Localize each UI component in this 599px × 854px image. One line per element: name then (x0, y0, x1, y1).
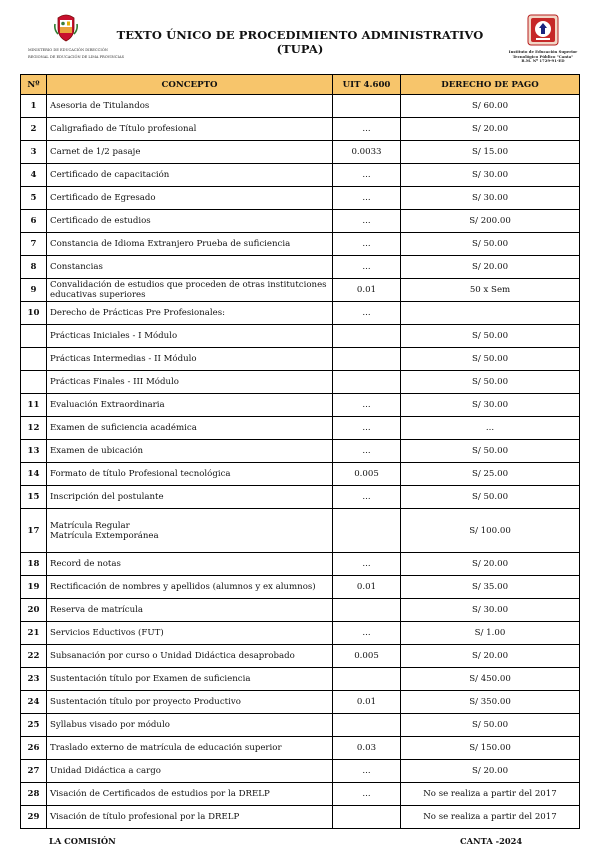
row-uit: 0.01 (333, 279, 401, 302)
table-row (21, 164, 580, 187)
ministry-caption-2: REGIONAL DE EDUCACIÓN DE LIMA PROVINCIAS (28, 54, 125, 59)
institute-emblem-icon (527, 14, 559, 46)
row-number: 3 (21, 141, 47, 164)
row-concept: Subsanación por curso o Unidad Didáctica desaprobado (47, 645, 333, 668)
row-concept: Matrícula Regular Matrícula Extemporánea (47, 509, 333, 553)
row-concept: Certificado de Egresado (47, 187, 333, 210)
row-number: 22 (21, 645, 47, 668)
row-pago: S/ 30.00 (401, 394, 580, 417)
row-pago: ... (401, 417, 580, 440)
row-concept: Sustentación título por proyecto Productivo (47, 691, 333, 714)
row-pago: S/ 35.00 (401, 576, 580, 599)
row-pago: S/ 20.00 (401, 118, 580, 141)
row-concept: Caligrafiado de Título profesional (47, 118, 333, 141)
row-pago: S/ 100.00 (401, 509, 580, 553)
peru-shield-icon (54, 12, 78, 42)
row-concept: Inscripción del postulante (47, 486, 333, 509)
footer-commission: LA COMISIÓN (49, 836, 116, 846)
row-number: 26 (21, 737, 47, 760)
row-number: 12 (21, 417, 47, 440)
table-row (21, 417, 580, 440)
row-pago: S/ 200.00 (401, 210, 580, 233)
row-pago: S/ 30.00 (401, 187, 580, 210)
row-uit (333, 371, 401, 394)
row-uit (333, 599, 401, 622)
tupa-table (20, 74, 580, 829)
header-uit: UIT 4.600 (333, 75, 401, 95)
row-number: 11 (21, 394, 47, 417)
row-uit (333, 714, 401, 737)
table-row (21, 463, 580, 486)
table-row (21, 576, 580, 599)
row-uit (333, 348, 401, 371)
row-uit: ... (333, 118, 401, 141)
header-num: Nº (21, 75, 47, 95)
row-concept: Asesoria de Titulandos (47, 95, 333, 118)
footer-place-year: CANTA -2024 (460, 836, 523, 846)
row-uit: ... (333, 760, 401, 783)
row-number (21, 325, 47, 348)
row-concept: Sustentación título por Examen de suficiencia (47, 668, 333, 691)
header-concept: CONCEPTO (47, 75, 333, 95)
table-row (21, 394, 580, 417)
row-pago: S/ 30.00 (401, 164, 580, 187)
row-number: 17 (21, 509, 47, 553)
table-row (21, 668, 580, 691)
table-row (21, 599, 580, 622)
row-pago: S/ 60.00 (401, 95, 580, 118)
row-concept: Visación de Certificados de estudios por la DRELP (47, 783, 333, 806)
row-uit (333, 95, 401, 118)
row-uit: 0.0033 (333, 141, 401, 164)
table-row (21, 210, 580, 233)
row-pago: No se realiza a partir del 2017 (401, 783, 580, 806)
table-row (21, 279, 580, 302)
table-header-row (21, 75, 580, 95)
row-number: 6 (21, 210, 47, 233)
row-number: 19 (21, 576, 47, 599)
row-number (21, 348, 47, 371)
row-uit (333, 509, 401, 553)
row-concept: Examen de suficiencia académica (47, 417, 333, 440)
row-number: 28 (21, 783, 47, 806)
row-pago: S/ 50.00 (401, 371, 580, 394)
row-number: 8 (21, 256, 47, 279)
table-row (21, 325, 580, 348)
row-uit: ... (333, 553, 401, 576)
row-concept: Derecho de Prácticas Pre Profesionales: (47, 302, 333, 325)
table-row (21, 737, 580, 760)
row-concept: Convalidación de estudios que proceden de otras institutciones educativas superiores (47, 279, 333, 302)
row-pago: S/ 30.00 (401, 599, 580, 622)
row-uit: 0.01 (333, 691, 401, 714)
row-uit: 0.01 (333, 576, 401, 599)
row-number: 9 (21, 279, 47, 302)
row-concept: Certificado de estudios (47, 210, 333, 233)
table-row (21, 783, 580, 806)
row-pago: No se realiza a partir del 2017 (401, 806, 580, 829)
row-number: 13 (21, 440, 47, 463)
row-concept: Examen de ubicación (47, 440, 333, 463)
row-number: 14 (21, 463, 47, 486)
row-uit (333, 325, 401, 348)
row-pago: S/ 50.00 (401, 486, 580, 509)
row-uit: 0.005 (333, 463, 401, 486)
row-number: 4 (21, 164, 47, 187)
row-number: 15 (21, 486, 47, 509)
row-uit: ... (333, 783, 401, 806)
table-row (21, 509, 580, 553)
row-concept: Evaluación Extraordinaria (47, 394, 333, 417)
table-row (21, 187, 580, 210)
row-uit: ... (333, 440, 401, 463)
table-row (21, 95, 580, 118)
header-pago: DERECHO DE PAGO (401, 75, 580, 95)
row-pago: S/ 20.00 (401, 256, 580, 279)
row-concept: Prácticas Iniciales - I Módulo (47, 325, 333, 348)
institute-caption-3: R.M. Nº 1729-91-ED (521, 58, 565, 64)
document-header (0, 0, 599, 72)
table-row (21, 233, 580, 256)
row-pago: S/ 50.00 (401, 325, 580, 348)
row-concept: Syllabus visado por módulo (47, 714, 333, 737)
row-pago: S/ 20.00 (401, 760, 580, 783)
row-number: 7 (21, 233, 47, 256)
row-uit: 0.005 (333, 645, 401, 668)
row-number: 23 (21, 668, 47, 691)
row-concept: Constancia de Idioma Extranjero Prueba de suficiencia (47, 233, 333, 256)
table-row (21, 760, 580, 783)
row-pago: S/ 15.00 (401, 141, 580, 164)
row-concept: Rectificación de nombres y apellidos (alumnos y ex alumnos) (47, 576, 333, 599)
table-row (21, 714, 580, 737)
table-row (21, 371, 580, 394)
row-concept: Constancias (47, 256, 333, 279)
table-row (21, 622, 580, 645)
row-uit: ... (333, 164, 401, 187)
table-row (21, 553, 580, 576)
row-concept: Formato de título Profesional tecnológica (47, 463, 333, 486)
table-row (21, 302, 580, 325)
row-concept: Traslado externo de matrícula de educación superior (47, 737, 333, 760)
row-concept: Prácticas Intermedias - II Módulo (47, 348, 333, 371)
institute-caption-2: Tecnológico Público "Canta" (512, 53, 574, 59)
row-uit: ... (333, 486, 401, 509)
row-pago: S/ 20.00 (401, 645, 580, 668)
row-concept: Visación de título profesional por la DRELP (47, 806, 333, 829)
row-pago: S/ 1.00 (401, 622, 580, 645)
row-number: 2 (21, 118, 47, 141)
row-number: 5 (21, 187, 47, 210)
row-uit: ... (333, 302, 401, 325)
table-row (21, 256, 580, 279)
institute-caption-1: Instituto de Educación Superior (508, 49, 578, 54)
table-row (21, 645, 580, 668)
row-uit (333, 806, 401, 829)
row-number: 10 (21, 302, 47, 325)
row-number: 21 (21, 622, 47, 645)
ministry-logo (28, 12, 125, 68)
row-uit: ... (333, 622, 401, 645)
row-concept: Servicios Eductivos (FUT) (47, 622, 333, 645)
row-pago: S/ 50.00 (401, 714, 580, 737)
row-pago (401, 302, 580, 325)
row-pago: S/ 20.00 (401, 553, 580, 576)
ministry-caption-1: MINISTERIO DE EDUCACIÓN DIRECCIÓN (28, 48, 108, 52)
table-row (21, 486, 580, 509)
institute-logo (495, 14, 591, 70)
table-row (21, 691, 580, 714)
row-concept: Record de notas (47, 553, 333, 576)
row-uit: ... (333, 233, 401, 256)
row-concept: Carnet de 1/2 pasaje (47, 141, 333, 164)
table-row (21, 118, 580, 141)
row-uit: ... (333, 256, 401, 279)
row-pago: S/ 450.00 (401, 668, 580, 691)
row-pago: S/ 50.00 (401, 440, 580, 463)
row-uit: ... (333, 394, 401, 417)
table-row (21, 141, 580, 164)
row-number: 27 (21, 760, 47, 783)
table-row (21, 440, 580, 463)
row-number: 1 (21, 95, 47, 118)
row-number: 25 (21, 714, 47, 737)
row-pago: S/ 350.00 (401, 691, 580, 714)
row-pago: S/ 150.00 (401, 737, 580, 760)
row-pago: S/ 50.00 (401, 233, 580, 256)
row-concept: Reserva de matrícula (47, 599, 333, 622)
row-pago: 50 x Sem (401, 279, 580, 302)
row-number (21, 371, 47, 394)
row-number: 29 (21, 806, 47, 829)
page-title: TEXTO ÚNICO DE PROCEDIMIENTO ADMINISTRATIVO (TUPA) (116, 28, 484, 56)
row-concept: Prácticas Finales - III Módulo (47, 371, 333, 394)
row-uit: ... (333, 187, 401, 210)
row-uit: ... (333, 417, 401, 440)
table-body (21, 95, 580, 829)
row-concept: Unidad Didáctica a cargo (47, 760, 333, 783)
table-row (21, 806, 580, 829)
row-uit: 0.03 (333, 737, 401, 760)
row-concept: Certificado de capacitación (47, 164, 333, 187)
row-pago: S/ 25.00 (401, 463, 580, 486)
row-number: 18 (21, 553, 47, 576)
row-number: 24 (21, 691, 47, 714)
table-row (21, 348, 580, 371)
row-uit (333, 668, 401, 691)
row-uit: ... (333, 210, 401, 233)
row-number: 20 (21, 599, 47, 622)
row-pago: S/ 50.00 (401, 348, 580, 371)
